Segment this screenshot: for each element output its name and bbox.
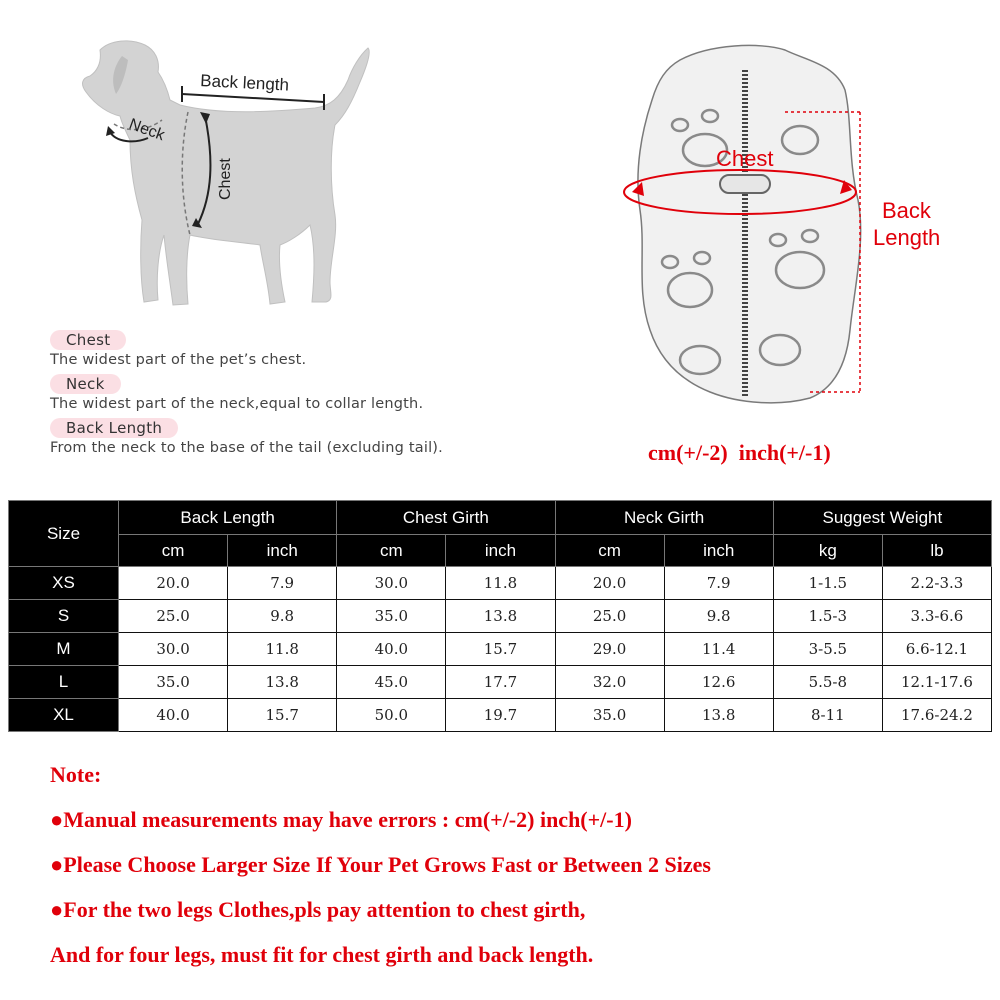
unit-header: cm bbox=[337, 535, 446, 567]
definition-text: The widest part of the pet’s chest. bbox=[50, 352, 307, 368]
unit-header: inch bbox=[228, 535, 337, 567]
back-length-line bbox=[182, 94, 324, 102]
unit-header: inch bbox=[664, 535, 773, 567]
definition-text: The widest part of the neck,equal to collar length. bbox=[50, 396, 424, 412]
table-cell: 2.2-3.3 bbox=[882, 567, 991, 600]
table-cell: 17.6-24.2 bbox=[882, 699, 991, 732]
size-cell: S bbox=[9, 600, 119, 633]
vest-chest-label: Chest bbox=[716, 146, 774, 171]
table-row bbox=[9, 600, 992, 633]
back-length-label: Back length bbox=[199, 71, 290, 95]
table-cell: 15.7 bbox=[446, 633, 555, 666]
table-cell: 50.0 bbox=[337, 699, 446, 732]
dog-measurement-diagram bbox=[30, 20, 430, 340]
notes-title: Note: bbox=[50, 762, 102, 787]
definition-title: Chest bbox=[50, 330, 126, 350]
table-cell: 25.0 bbox=[119, 600, 228, 633]
size-cell: M bbox=[9, 633, 119, 666]
table-cell: 19.7 bbox=[446, 699, 555, 732]
group-header-neck-girth: Neck Girth bbox=[555, 501, 773, 535]
tolerance-note: cm(+/-2) inch(+/-1) bbox=[648, 440, 831, 465]
table-row bbox=[9, 567, 992, 600]
definition-text: From the neck to the base of the tail (excluding tail). bbox=[50, 440, 443, 456]
unit-header: lb bbox=[882, 535, 991, 567]
size-cell: XL bbox=[9, 699, 119, 732]
size-chart-table bbox=[8, 500, 992, 732]
table-cell: 5.5-8 bbox=[773, 666, 882, 699]
table-cell: 1.5-3 bbox=[773, 600, 882, 633]
table-cell: 17.7 bbox=[446, 666, 555, 699]
table-cell: 13.8 bbox=[228, 666, 337, 699]
table-cell: 6.6-12.1 bbox=[882, 633, 991, 666]
group-header-chest-girth: Chest Girth bbox=[337, 501, 555, 535]
definition-title: Back Length bbox=[50, 418, 178, 438]
measurement-definitions bbox=[50, 330, 570, 462]
table-cell: 12.6 bbox=[664, 666, 773, 699]
definition-chest bbox=[50, 330, 570, 368]
table-cell: 11.4 bbox=[664, 633, 773, 666]
definition-neck bbox=[50, 374, 570, 412]
size-cell: L bbox=[9, 666, 119, 699]
note-line: ●For the two legs Clothes,pls pay attention to chest girth, bbox=[50, 897, 586, 922]
table-cell: 9.8 bbox=[228, 600, 337, 633]
table-cell: 30.0 bbox=[337, 567, 446, 600]
table-cell: 3-5.5 bbox=[773, 633, 882, 666]
table-cell: 40.0 bbox=[337, 633, 446, 666]
size-header: Size bbox=[9, 501, 119, 567]
table-cell: 8-11 bbox=[773, 699, 882, 732]
note-line: ●Please Choose Larger Size If Your Pet Grows Fast or Between 2 Sizes bbox=[50, 852, 711, 877]
table-cell: 11.8 bbox=[228, 633, 337, 666]
vest-body bbox=[638, 45, 861, 402]
note-line: And for four legs, must fit for chest girth and back length. bbox=[50, 942, 594, 967]
neck-arrow-head bbox=[106, 126, 115, 136]
table-cell: 13.8 bbox=[446, 600, 555, 633]
unit-header: cm bbox=[555, 535, 664, 567]
table-cell: 15.7 bbox=[228, 699, 337, 732]
vest-measurement-diagram bbox=[600, 30, 980, 430]
definition-title: Neck bbox=[50, 374, 121, 394]
unit-header: kg bbox=[773, 535, 882, 567]
table-cell: 32.0 bbox=[555, 666, 664, 699]
table-cell: 9.8 bbox=[664, 600, 773, 633]
unit-header: inch bbox=[446, 535, 555, 567]
table-row bbox=[9, 633, 992, 666]
leash-ring bbox=[720, 175, 770, 193]
table-cell: 11.8 bbox=[446, 567, 555, 600]
table-cell: 1-1.5 bbox=[773, 567, 882, 600]
table-cell: 35.0 bbox=[337, 600, 446, 633]
table-cell: 12.1-17.6 bbox=[882, 666, 991, 699]
size-cell: XS bbox=[9, 567, 119, 600]
group-header-back-length: Back Length bbox=[119, 501, 337, 535]
table-cell: 25.0 bbox=[555, 600, 664, 633]
table-cell: 35.0 bbox=[555, 699, 664, 732]
table-row bbox=[9, 699, 992, 732]
table-cell: 7.9 bbox=[228, 567, 337, 600]
table-cell: 35.0 bbox=[119, 666, 228, 699]
table-cell: 29.0 bbox=[555, 633, 664, 666]
note-line: ●Manual measurements may have errors : cm(+/-2) inch(+/-1) bbox=[50, 807, 632, 832]
definition-back-length bbox=[50, 418, 570, 456]
unit-header: cm bbox=[119, 535, 228, 567]
table-cell: 3.3-6.6 bbox=[882, 600, 991, 633]
vest-back-label-line2: Length bbox=[873, 225, 941, 250]
table-cell: 20.0 bbox=[119, 567, 228, 600]
table-cell: 30.0 bbox=[119, 633, 228, 666]
chest-label: Chest bbox=[217, 158, 234, 200]
table-cell: 7.9 bbox=[664, 567, 773, 600]
table-cell: 45.0 bbox=[337, 666, 446, 699]
group-header-suggest-weight: Suggest Weight bbox=[773, 501, 991, 535]
table-cell: 13.8 bbox=[664, 699, 773, 732]
table-cell: 40.0 bbox=[119, 699, 228, 732]
notes-section bbox=[50, 760, 980, 985]
table-cell: 20.0 bbox=[555, 567, 664, 600]
table-row bbox=[9, 666, 992, 699]
neck-label: Neck bbox=[126, 115, 167, 145]
vest-back-label-line1: Back bbox=[882, 198, 931, 223]
